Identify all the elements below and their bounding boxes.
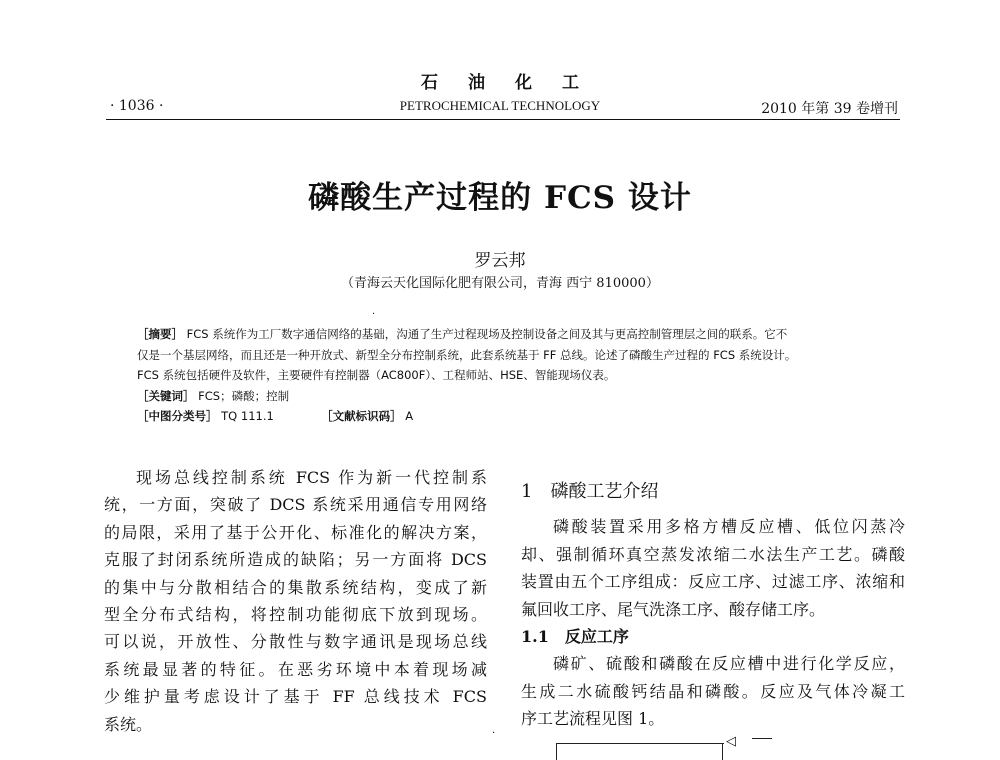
issue-info: 2010 年第 39 卷增刊 — [761, 101, 898, 117]
header-rule — [106, 119, 900, 120]
abstract-text: FCS 系统包括硬件及软件，主要硬件有控制器（AC800F）、工程师站、HSE、智能现场仪表。 — [137, 368, 616, 382]
body-line: 磷酸装置采用多格方槽反应槽、低位闪蒸冷 — [553, 517, 905, 537]
section-1-1-heading: 1.1 反应工序 — [521, 627, 629, 647]
classification-line — [137, 406, 877, 427]
scan-speck: · — [492, 728, 496, 739]
body-line: 却、强制循环真空蒸发浓缩二水法生产工艺。磷酸 — [521, 544, 905, 564]
keywords-label: ［关键词］ — [137, 388, 195, 403]
body-line: 统，一方面，突破了 DCS 系统采用通信专用网络 — [104, 495, 487, 515]
figure-top-line — [556, 743, 724, 744]
figure-right-edge — [722, 743, 723, 760]
body-line: 克服了封闭系统所造成的缺陷；另一方面将 DCS — [104, 550, 487, 570]
body-line: 氟回收工序、尾气洗涤工序、酸存储工序。 — [521, 599, 826, 619]
abstract-line — [137, 365, 877, 386]
body-line: 少维护量考虑设计了基于 FF 总线技术 FCS — [104, 687, 487, 707]
abstract-block — [137, 324, 877, 427]
journal-name-en: PETROCHEMICAL TECHNOLOGY — [399, 98, 601, 113]
body-line: 现场总线控制系统 FCS 作为新一代控制系 — [136, 468, 487, 487]
figure-arrow-icon: ◁ — [726, 734, 736, 749]
body-line: 装置由五个工序组成：反应工序、过滤工序、浓缩和 — [521, 572, 905, 592]
abstract-label: ［摘要］ — [137, 327, 183, 341]
scan-speck: · — [372, 309, 376, 320]
author-name: 罗云邦 — [474, 251, 526, 271]
section-1-heading: 1 磷酸工艺介绍 — [521, 481, 659, 502]
abstract-line — [137, 324, 877, 345]
clc-value: TQ 111.1 — [221, 409, 274, 423]
body-line: 系统最显著的特征。在恶劣环境中本着现场减 — [104, 659, 487, 679]
keywords-line — [137, 386, 877, 407]
body-line: 磷矿、硫酸和磷酸在反应槽中进行化学反应， — [553, 654, 905, 674]
body-line: 可以说，开放性、分散性与数字通讯是现场总线 — [104, 632, 487, 652]
abstract-text: FCS 系统作为工厂数字通信网络的基础，沟通了生产过程现场及控制设备之间及其与更高控制管理层之间的联系。它不 — [186, 327, 788, 341]
article-title: 磷酸生产过程的 FCS 设计 — [308, 180, 692, 216]
body-right-column — [521, 464, 905, 733]
body-line: 型全分布式结构，将控制功能彻底下放到现场。 — [104, 605, 487, 625]
body-line: 序工艺流程见图 1。 — [521, 709, 665, 729]
body-line: 的集中与分散相结合的集散系统结构，变成了新 — [104, 577, 487, 597]
body-line: 系统。 — [104, 714, 153, 734]
abstract-text: 仅是一个基层网络，而且还是一种开放式、新型全分布控制系统，此套系统基于 FF 总线。论述了磷酸生产过程的 FCS 系统设计。 — [137, 347, 797, 362]
journal-name-cn: 石油化工 — [421, 73, 609, 93]
figure-left-edge — [556, 743, 557, 760]
doc-code-value: A — [405, 409, 414, 423]
figure-arrow-line — [752, 738, 772, 739]
abstract-line — [137, 345, 877, 366]
page-number: · 1036 · — [110, 98, 164, 114]
doc-code-label: ［文献标识码］ — [321, 409, 402, 423]
body-line: 的局限，采用了基于公开化、标准化的解决方案， — [104, 522, 487, 542]
body-line: 生成二水硫酸钙结晶和磷酸。反应及气体冷凝工 — [521, 681, 905, 701]
body-left-column — [104, 464, 487, 738]
keywords-text: FCS；磷酸；控制 — [198, 388, 290, 403]
clc-label: ［中图分类号］ — [137, 409, 218, 423]
author-affiliation: （青海云天化国际化肥有限公司，青海 西宁 810000） — [341, 276, 659, 291]
